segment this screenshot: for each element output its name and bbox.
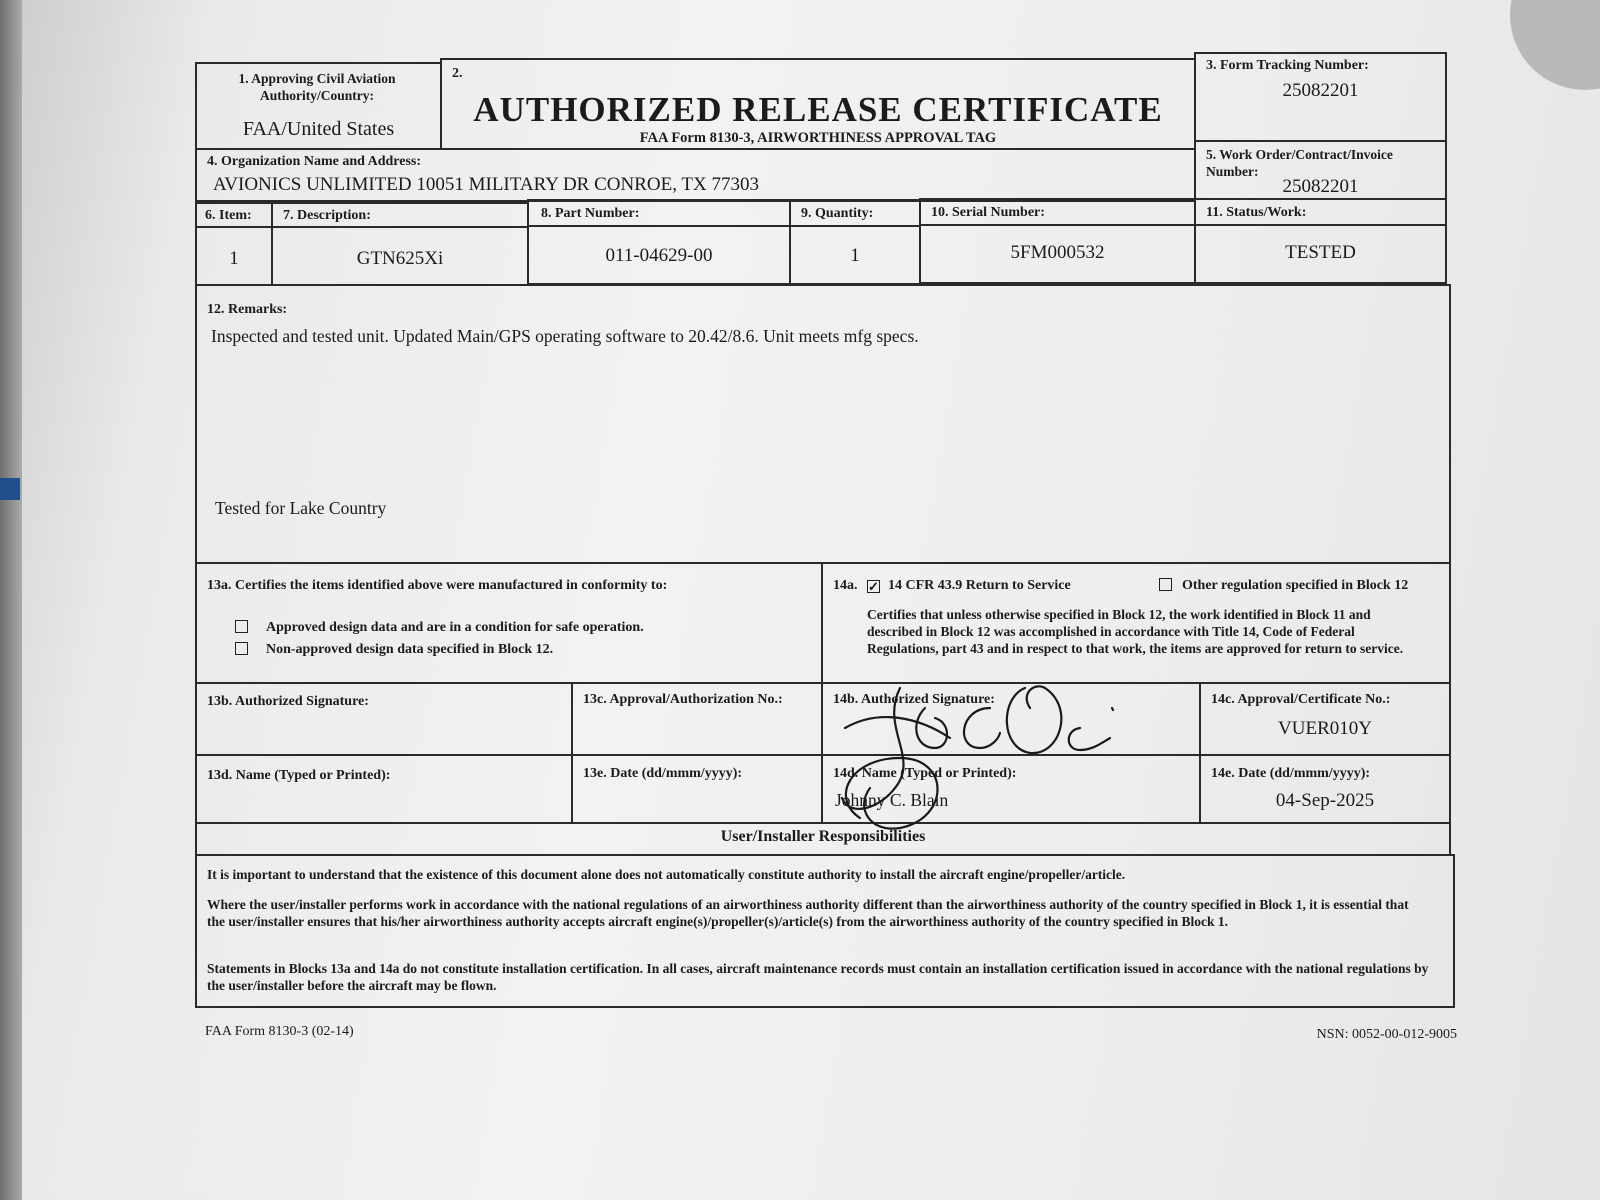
block-1-label: 1. Approving Civil Aviation Authority/Country: — [238, 71, 396, 103]
item-header — [195, 202, 273, 228]
header-part-number: 8. Part Number: — [541, 206, 640, 221]
block-13a-option-2 — [235, 642, 553, 658]
description-header — [271, 202, 529, 228]
block-13a-label: 13a. Certifies the items identified above were manufactured in conformity to: — [207, 578, 668, 593]
block-13c — [571, 682, 823, 756]
block-13d-label: 13d. Name (Typed or Printed): — [207, 768, 391, 783]
block-2-label: 2. — [452, 66, 463, 81]
responsibilities-paragraph-1: It is important to understand that the existence of this document alone does not automatically constitute authority to install the aircraft engine/propeller/article. — [207, 867, 1126, 882]
part-number-cell — [527, 225, 791, 285]
responsibilities-paragraph-2: Where the user/installer performs work in accordance with the national regulations of an airworthiness authority different than the airworthiness authority of the country specified in Block 1, it is essential that the user/installer ensures that his/her airworthiness authority accepts aircraft engine(s)/propeller(s)/article(s) from the airworthiness authority of the country specified in Block 1. — [207, 897, 1409, 929]
release-certificate-form — [195, 52, 1457, 1042]
block-14c-label: 14c. Approval/Certificate No.: — [1211, 692, 1391, 707]
block-3-label: 3. Form Tracking Number: — [1206, 58, 1369, 73]
header-quantity: 9. Quantity: — [801, 206, 874, 221]
form-tracking-number: 25082201 — [1282, 80, 1359, 101]
responsibilities-body — [195, 854, 1455, 1008]
block-13a-option-2-label: Non-approved design data specified in Block 12. — [266, 642, 554, 657]
header-status-work: 11. Status/Work: — [1206, 205, 1307, 220]
block-14b-label: 14b. Authorized Signature: — [833, 692, 995, 707]
form-number: FAA Form 8130-3 (02-14) — [205, 1024, 354, 1039]
background-object — [0, 478, 20, 500]
remarks-line-1: Inspected and tested unit. Updated Main/GPS operating software to 20.42/8.6. Unit meets mfg specs. — [211, 326, 919, 346]
quantity-cell — [789, 225, 921, 285]
block-14a-statement: Certifies that unless otherwise specified in Block 12, the work identified in Block 11 and described in Block 12 was accomplished in accordance with Title 14, Code of Federal Regulations, part 43 and in respect to that work, the items are approved for return to service. — [867, 607, 1404, 656]
item-cell — [195, 226, 273, 286]
remarks-line-2: Tested for Lake Country — [215, 498, 387, 518]
block-14a-option-2-label: Other regulation specified in Block 12 — [1182, 578, 1409, 593]
block-13c-label: 13c. Approval/Authorization No.: — [583, 692, 783, 707]
checkbox-icon[interactable] — [235, 620, 248, 633]
block-14a — [821, 562, 1451, 684]
status-work-value: TESTED — [1285, 242, 1356, 263]
item-value: 1 — [229, 248, 239, 269]
quantity-value: 1 — [850, 245, 860, 266]
block-14a-option-2 — [1159, 578, 1408, 594]
header-serial-number: 10. Serial Number: — [931, 205, 1045, 220]
quantity-header — [789, 199, 921, 227]
work-order-number: 25082201 — [1282, 176, 1359, 197]
block-4-label: 4. Organization Name and Address: — [207, 154, 422, 169]
part-number-header — [527, 199, 791, 227]
status-header — [1194, 198, 1447, 226]
block-14a-label: 14a. — [833, 578, 858, 593]
serial-number-value: 5FM000532 — [1010, 242, 1105, 263]
organization-name-address: AVIONICS UNLIMITED 10051 MILITARY DR CONROE, TX 77303 — [213, 174, 759, 195]
block-13e-label: 13e. Date (dd/mmm/yyyy): — [583, 766, 743, 781]
block-13b — [195, 682, 573, 756]
certificate-subtitle: FAA Form 8130-3, AIRWORTHINESS APPROVAL TAG — [639, 130, 997, 146]
responsibilities-heading: User/Installer Responsibilities — [720, 828, 926, 845]
block-4 — [195, 148, 1196, 202]
remarks-label: 12. Remarks: — [207, 302, 288, 317]
block-3 — [1194, 52, 1447, 142]
block-1 — [195, 62, 442, 150]
block-5-label: 5. Work Order/Contract/Invoice Number: — [1206, 147, 1393, 179]
block-14a-option-1-label: 14 CFR 43.9 Return to Service — [888, 578, 1071, 593]
description-cell — [271, 226, 529, 286]
photo-background-edge — [0, 0, 22, 1200]
checkbox-icon[interactable] — [235, 642, 248, 655]
description-value: GTN625Xi — [356, 248, 444, 269]
block-13a-option-1 — [235, 620, 644, 636]
header-description: 7. Description: — [283, 208, 371, 223]
block-2 — [440, 58, 1196, 150]
nsn-number: NSN: 0052-00-012-9005 — [1316, 1027, 1457, 1042]
handwritten-signature — [840, 668, 1140, 838]
block-5 — [1194, 140, 1447, 200]
checkbox-icon[interactable] — [1159, 578, 1172, 591]
photo-background-corner — [1510, 0, 1600, 90]
part-number-value: 011-04629-00 — [605, 245, 713, 266]
block-12-remarks — [195, 284, 1451, 564]
responsibilities-header — [195, 822, 1451, 856]
serial-number-cell — [919, 224, 1196, 284]
checked-checkbox-icon[interactable]: ✓ — [868, 579, 879, 594]
block-13a-option-1-label: Approved design data and are in a condition for safe operation. — [266, 620, 644, 635]
responsibilities-paragraph-3: Statements in Blocks 13a and 14a do not constitute installation certification. In all cases, aircraft maintenance records must contain an installation certification issued in accordance with the national regulations by the user/installer before the aircraft may be flown. — [207, 961, 1429, 993]
block-14e-label: 14e. Date (dd/mmm/yyyy): — [1211, 766, 1371, 781]
block-14a-header — [833, 578, 1071, 594]
block-14d-label: 14d. Name (Typed or Printed): — [833, 766, 1017, 781]
block-13a — [195, 562, 823, 684]
certificate-title: AUTHORIZED RELEASE CERTIFICATE — [473, 90, 1163, 129]
block-13b-label: 13b. Authorized Signature: — [207, 694, 369, 709]
block-14e — [1199, 754, 1451, 824]
block-14c — [1199, 682, 1451, 756]
header-item: 6. Item: — [205, 208, 252, 223]
block-13e — [571, 754, 823, 824]
status-cell — [1194, 224, 1447, 284]
signer-name: Johnny C. Blain — [835, 790, 949, 810]
release-date: 04-Sep-2025 — [1275, 790, 1375, 811]
block-13d — [195, 754, 573, 824]
serial-number-header — [919, 198, 1196, 226]
approval-certificate-number: VUER010Y — [1278, 718, 1372, 739]
block-1-value: FAA/United States — [242, 118, 395, 140]
